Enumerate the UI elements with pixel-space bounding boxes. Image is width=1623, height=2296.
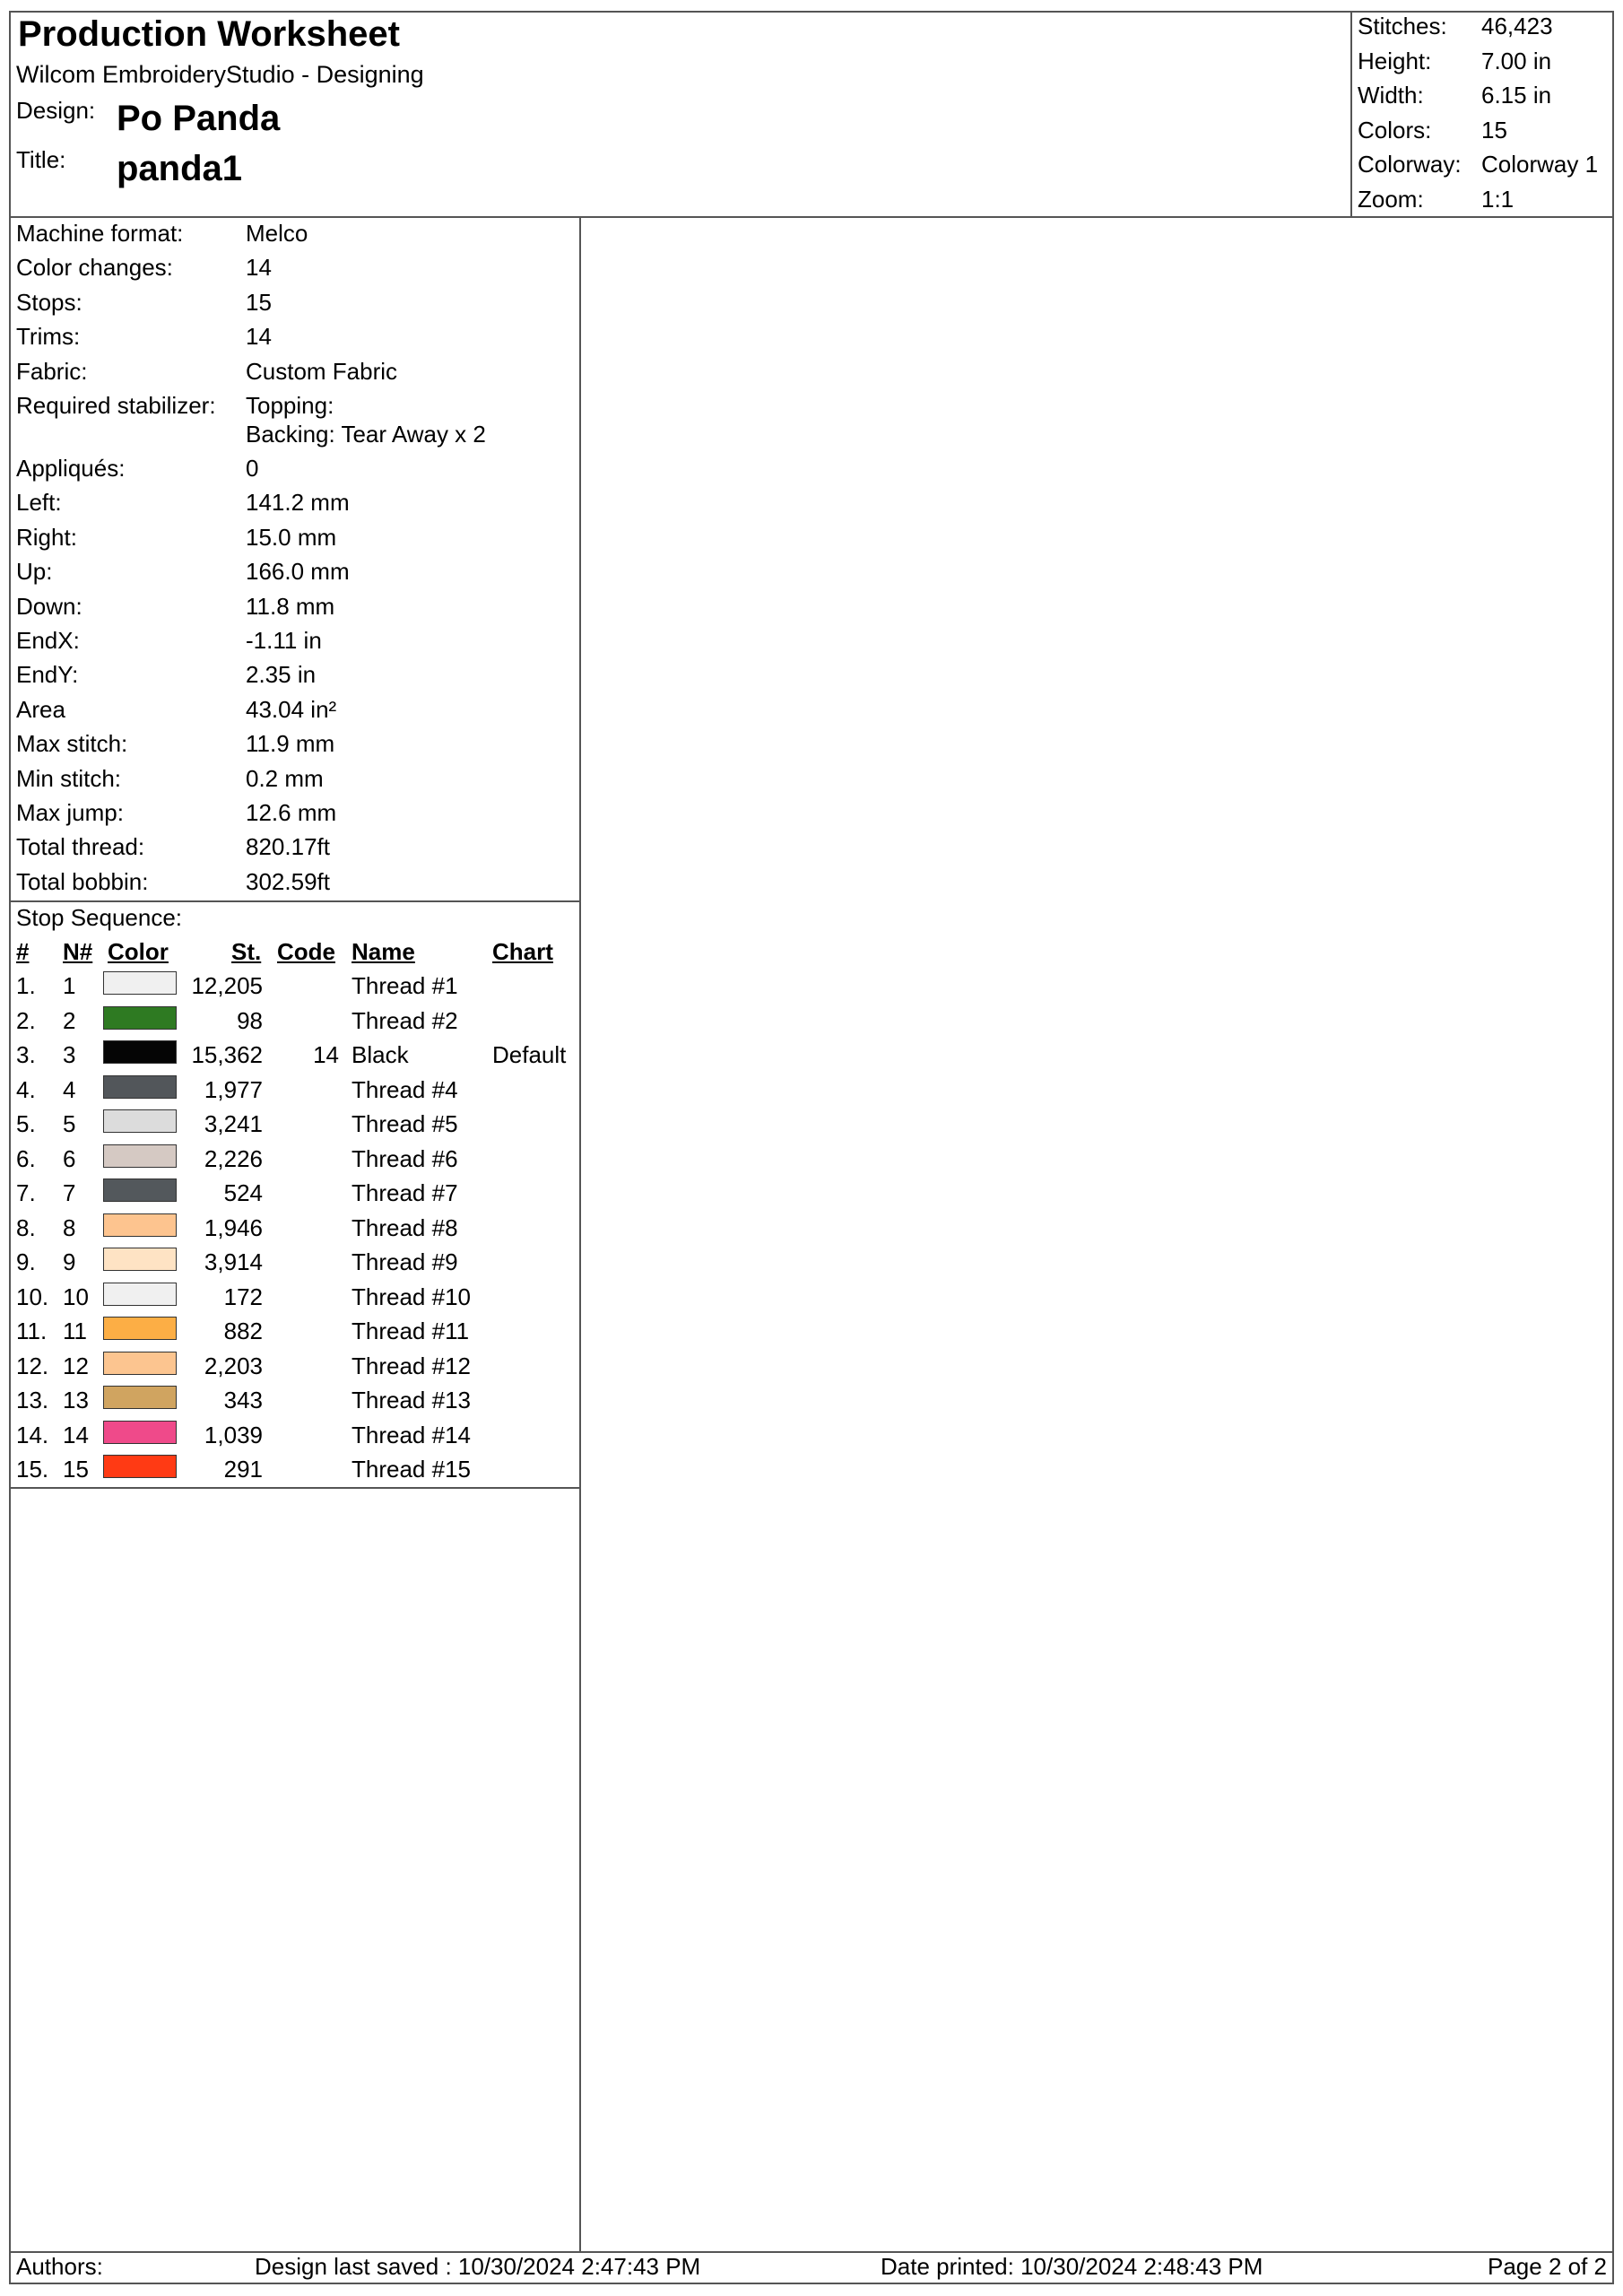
needle-number: 15	[63, 1456, 89, 1483]
header-bottom-rule	[9, 216, 1614, 218]
needle-number: 3	[63, 1041, 76, 1068]
stop-index: 15.	[16, 1456, 49, 1483]
stop-index: 4.	[16, 1075, 36, 1103]
stop-sequence-bottom-rule	[9, 1487, 580, 1489]
stitch-count: 1,977	[204, 1075, 263, 1103]
footer-authors: Authors:	[16, 2253, 103, 2280]
header-summary-divider	[1350, 11, 1352, 217]
info-value: 12.6 mm	[246, 799, 337, 826]
stitch-count: 3,241	[204, 1110, 263, 1137]
col-header-needle: N#	[63, 938, 93, 965]
stop-index: 3.	[16, 1041, 36, 1068]
info-label: Color changes:	[16, 254, 173, 282]
stitch-count: 12,205	[191, 972, 263, 999]
thread-chart: Default	[492, 1041, 567, 1068]
thread-name: Thread #8	[352, 1213, 458, 1241]
stitch-count: 343	[223, 1387, 263, 1413]
needle-number: 11	[63, 1318, 87, 1344]
stitch-count: 2,203	[204, 1352, 263, 1379]
stop-index: 8.	[16, 1213, 36, 1241]
color-swatch	[103, 1352, 177, 1375]
summary-value: 15	[1481, 116, 1507, 144]
stitch-count: 882	[223, 1318, 263, 1344]
needle-number: 7	[63, 1179, 76, 1206]
info-bottom-rule	[9, 900, 580, 902]
table-row	[0, 1004, 574, 1039]
stitch-count: 3,914	[204, 1248, 263, 1275]
stitch-count: 1,039	[204, 1421, 263, 1448]
info-value-line2: Backing: Tear Away x 2	[246, 421, 486, 448]
summary-value: 1:1	[1481, 185, 1515, 213]
title-label: Title:	[16, 146, 66, 173]
col-header-stitches: St.	[231, 938, 262, 965]
info-value: Melco	[246, 220, 308, 247]
info-label: Max jump:	[16, 799, 124, 826]
stitch-count: 1,946	[204, 1213, 263, 1241]
info-label: Stops:	[16, 288, 82, 316]
needle-number: 12	[63, 1352, 89, 1379]
info-label: Right:	[16, 523, 77, 551]
needle-number: 6	[63, 1144, 76, 1172]
info-value: 302.59ft	[246, 867, 330, 895]
stitch-count: 15,362	[191, 1041, 263, 1068]
table-row	[0, 970, 574, 1004]
needle-number: 13	[63, 1387, 89, 1413]
color-swatch	[103, 1144, 177, 1168]
info-value: 43.04 in²	[246, 695, 337, 723]
info-value: 11.8 mm	[246, 592, 335, 620]
summary-value: Colorway 1	[1481, 151, 1599, 178]
stop-index: 13.	[16, 1387, 49, 1413]
color-swatch	[103, 1248, 177, 1271]
thread-name: Thread #10	[352, 1283, 471, 1310]
info-label: Left:	[16, 489, 62, 517]
summary-value: 46,423	[1481, 13, 1553, 39]
info-label: Up:	[16, 558, 53, 586]
thread-name: Thread #14	[352, 1421, 471, 1448]
stitch-count: 172	[223, 1283, 263, 1310]
footer-top-rule	[9, 2251, 1614, 2253]
info-value: Topping:	[246, 392, 334, 419]
thread-name: Thread #5	[352, 1110, 458, 1137]
stop-index: 1.	[16, 972, 36, 999]
stop-index: 10.	[16, 1283, 49, 1310]
info-value: 15.0 mm	[246, 523, 337, 551]
needle-number: 4	[63, 1075, 76, 1103]
info-label: Down:	[16, 592, 82, 620]
footer-last-saved: Design last saved : 10/30/2024 2:47:43 PM	[255, 2253, 701, 2280]
info-value: 2.35 in	[246, 661, 317, 689]
thread-name: Thread #12	[352, 1352, 471, 1379]
col-header-color: Color	[108, 938, 169, 965]
stitch-count: 524	[223, 1179, 263, 1206]
table-row	[0, 1143, 574, 1177]
color-swatch	[103, 1109, 177, 1133]
col-header-name: Name	[352, 938, 415, 965]
info-value: 141.2 mm	[246, 489, 350, 517]
col-header-index: #	[16, 938, 30, 965]
stitch-count: 2,226	[204, 1144, 263, 1172]
needle-number: 1	[63, 972, 76, 999]
color-swatch	[103, 1283, 177, 1306]
software-name: Wilcom EmbroideryStudio - Designing	[16, 61, 424, 88]
table-row	[0, 1453, 574, 1487]
table-row	[0, 1212, 574, 1246]
info-label: Area	[16, 695, 65, 723]
table-row	[0, 1246, 574, 1280]
table-row	[0, 1281, 574, 1315]
info-column-divider	[579, 216, 581, 2252]
info-label: EndX:	[16, 627, 80, 654]
thread-code: 14	[313, 1041, 339, 1068]
info-label: Required stabilizer:	[16, 392, 216, 419]
info-label: Max stitch:	[16, 730, 128, 758]
info-label: Fabric:	[16, 357, 88, 385]
info-label: Appliqués:	[16, 455, 126, 482]
info-value: 14	[246, 254, 272, 282]
table-row	[0, 1384, 574, 1418]
thread-name: Thread #4	[352, 1075, 458, 1103]
needle-number: 2	[63, 1006, 76, 1034]
summary-value: 7.00 in	[1481, 47, 1552, 74]
info-value: 820.17ft	[246, 833, 330, 861]
footer-page-number: Page 2 of 2	[1488, 2253, 1607, 2280]
info-label: Total bobbin:	[16, 867, 149, 895]
info-value: Custom Fabric	[246, 357, 398, 385]
table-row	[0, 1074, 574, 1108]
stop-index: 11.	[16, 1318, 48, 1344]
thread-name: Thread #9	[352, 1248, 458, 1275]
needle-number: 10	[63, 1283, 89, 1310]
info-value: -1.11 in	[246, 627, 322, 654]
stitch-count: 98	[237, 1006, 263, 1034]
summary-label: Height:	[1358, 47, 1432, 74]
thread-name: Black	[352, 1041, 409, 1068]
info-value: 11.9 mm	[246, 730, 335, 758]
color-swatch	[103, 1213, 177, 1237]
stop-index: 7.	[16, 1179, 36, 1206]
needle-number: 5	[63, 1110, 76, 1137]
thread-name: Thread #6	[352, 1144, 458, 1172]
design-label: Design:	[16, 97, 96, 124]
info-value: 0.2 mm	[246, 764, 324, 792]
stop-index: 5.	[16, 1110, 36, 1137]
stop-index: 2.	[16, 1006, 36, 1034]
info-label: Machine format:	[16, 220, 184, 247]
info-label: EndY:	[16, 661, 79, 689]
summary-label: Colors:	[1358, 116, 1432, 144]
info-value: 15	[246, 288, 272, 316]
table-row	[0, 1108, 574, 1142]
needle-number: 14	[63, 1421, 89, 1448]
page-title: Production Worksheet	[18, 14, 400, 54]
table-row	[0, 1039, 574, 1073]
stop-index: 9.	[16, 1248, 36, 1275]
title-value: panda1	[117, 149, 243, 188]
table-row	[0, 1177, 574, 1211]
color-swatch	[103, 1455, 177, 1478]
table-row	[0, 1350, 574, 1384]
summary-value: 6.15 in	[1481, 82, 1552, 109]
color-swatch	[103, 1075, 177, 1099]
color-swatch	[103, 971, 177, 995]
info-value: 0	[246, 455, 259, 482]
color-swatch	[103, 1006, 177, 1030]
thread-name: Thread #15	[352, 1456, 471, 1483]
thread-name: Thread #2	[352, 1006, 458, 1034]
stop-sequence-title: Stop Sequence:	[16, 904, 183, 931]
info-label: Trims:	[16, 323, 81, 351]
needle-number: 8	[63, 1213, 76, 1241]
col-header-code: Code	[277, 938, 335, 965]
stop-index: 6.	[16, 1144, 36, 1172]
stop-index: 12.	[16, 1352, 49, 1379]
needle-number: 9	[63, 1248, 76, 1275]
info-value: 14	[246, 323, 272, 351]
stop-index: 14.	[16, 1421, 49, 1448]
col-header-chart: Chart	[492, 938, 553, 965]
color-swatch	[103, 1317, 177, 1340]
stitch-count: 291	[223, 1456, 263, 1483]
summary-label: Colorway:	[1358, 151, 1462, 178]
table-row	[0, 1315, 574, 1349]
summary-label: Width:	[1358, 82, 1424, 109]
thread-name: Thread #1	[352, 972, 458, 999]
color-swatch	[103, 1040, 177, 1064]
design-value: Po Panda	[117, 99, 281, 138]
summary-label: Zoom:	[1358, 185, 1424, 213]
info-label: Total thread:	[16, 833, 145, 861]
thread-name: Thread #11	[352, 1318, 470, 1344]
footer-date-printed: Date printed: 10/30/2024 2:48:43 PM	[881, 2253, 1263, 2280]
color-swatch	[103, 1421, 177, 1444]
info-label: Min stitch:	[16, 764, 122, 792]
color-swatch	[103, 1386, 177, 1409]
summary-label: Stitches:	[1358, 13, 1447, 39]
info-value: 166.0 mm	[246, 558, 350, 586]
thread-name: Thread #13	[352, 1387, 471, 1413]
thread-name: Thread #7	[352, 1179, 458, 1206]
table-row	[0, 1419, 574, 1453]
color-swatch	[103, 1178, 177, 1202]
